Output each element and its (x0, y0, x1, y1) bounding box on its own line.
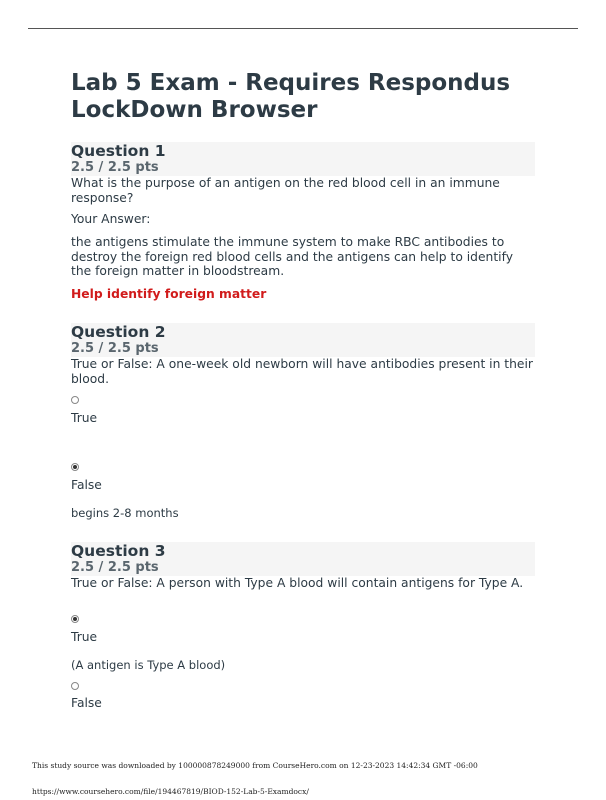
question-points: 2.5 / 2.5 pts (71, 160, 159, 175)
option-label-false: False (71, 696, 102, 710)
question-header (71, 542, 535, 576)
question-3 (71, 542, 535, 712)
option-label-true: True (71, 411, 98, 425)
question-header (71, 142, 535, 176)
question-title: Question 1 (71, 142, 166, 160)
your-answer-text: the antigens stimulate the immune system to make RBC antibodies to destroy the foreign red blood cells and the antigens can help to identify the foreign matter in bloodstream. (71, 235, 513, 278)
question-header (71, 323, 535, 357)
radio-false[interactable] (71, 682, 79, 690)
question-text: What is the purpose of an antigen on the red blood cell in an immune response? (71, 176, 500, 205)
correct-answer: Help identify foreign matter (71, 287, 267, 301)
question-text: True or False: A person with Type A blood will contain antigens for Type A. (71, 576, 524, 590)
question-title: Question 2 (71, 323, 166, 341)
your-answer-label: Your Answer: (71, 212, 151, 226)
top-divider (28, 28, 578, 29)
question-points: 2.5 / 2.5 pts (71, 560, 159, 575)
option-label-false: False (71, 478, 102, 492)
radio-false[interactable] (71, 463, 79, 471)
question-note: (A antigen is Type A blood) (71, 658, 226, 672)
footer-source-notice: This study source was downloaded by 100000878249000 from CourseHero.com on 12-23-2023 14:42:34 GMT -06:00 (32, 761, 478, 770)
radio-true[interactable] (71, 615, 79, 623)
question-1 (71, 142, 535, 302)
option-label-true: True (71, 630, 98, 644)
question-note: begins 2-8 months (71, 506, 179, 520)
page-title: Lab 5 Exam - Requires Respondus LockDown Browser (71, 70, 511, 123)
question-points: 2.5 / 2.5 pts (71, 341, 159, 356)
question-text: True or False: A one-week old newborn will have antibodies present in their blood. (71, 357, 533, 386)
question-title: Question 3 (71, 542, 166, 560)
question-2 (71, 323, 535, 523)
footer-url[interactable]: https://www.coursehero.com/file/194467819/BIOD-152-Lab-5-Examdocx/ (32, 787, 309, 796)
radio-true[interactable] (71, 396, 79, 404)
